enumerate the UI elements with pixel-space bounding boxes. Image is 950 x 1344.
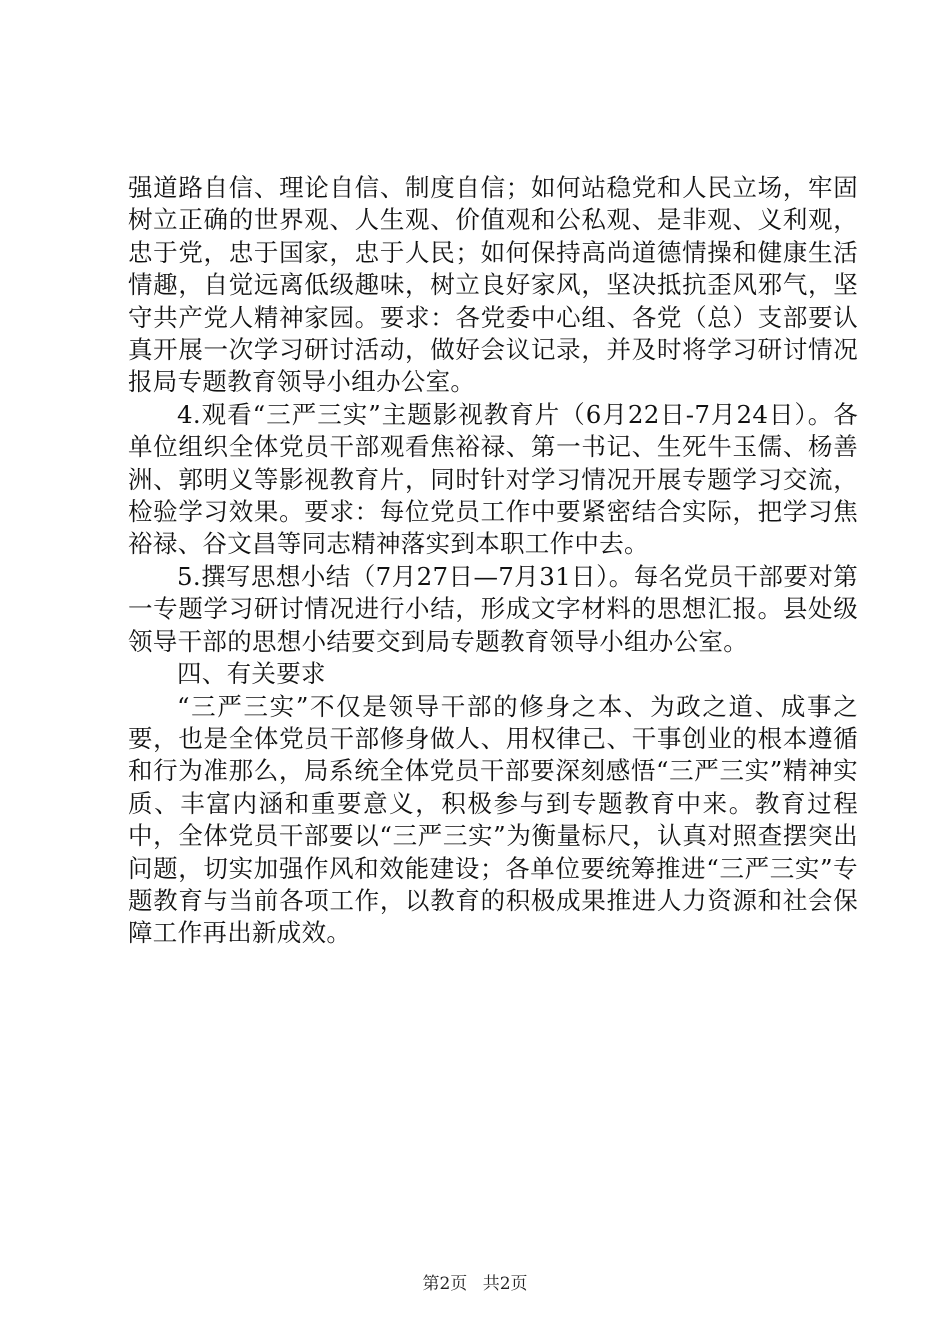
paragraph-continued-text: 强道路自信、理论自信、制度自信；如何站稳党和人民立场，牢固树立正确的世界观、人生观、价值观和公私观、是非观、义利观，忠于党，忠于国家，忠于人民；如何保持高尚道德情操和健康生活情趣，自觉远离低级趣味，树立良好家风，坚决抵抗歪风邪气，坚守共产党人精神家园。要求：各党委中心组、各党（总）支部要认真开展一次学习研讨活动，做好会议记录，并及时将学习研讨情况报局专题教育领导小组办公室。 (128, 173, 858, 397)
paragraph-item-4: 4.观看“三严三实”主题影视教育片（6月22日-7月24日）。各单位组织全体党员干部观看焦裕禄、第一书记、生死牛玉儒、杨善洲、郭明义等影视教育片，同时针对学习情况开展专题学习交流，检验学习效果。要求：每位党员工作中要紧密结合实际，把学习焦裕禄、谷文昌等同志精神落实到本职工作中去。 (128, 399, 858, 559)
paragraph-requirements: “三严三实”不仅是领导干部的修身之本、为政之道、成事之要，也是全体党员干部修身做人、用权律己、干事创业的根本遵循和行为准那么，局系统全体党员干部要深刻感悟“三严三实”精神实质、丰富内涵和重要意义，积极参与到专题教育中来。教育过程中，全体党员干部要以“三严三实”为衡量标尺，认真对照查摆突出问题，切实加强作风和效能建设；各单位要统筹推进“三严三实”专题教育与当前各项工作，以教育的积极成果推进人力资源和社会保障工作再出新成效。 (128, 691, 858, 948)
section-heading: 四、有关要求 (177, 659, 326, 689)
page-footer (0, 1274, 950, 1294)
paragraph-item-5: 5.撰写思想小结（7月27日—7月31日）。每名党员干部要对第一专题学习研讨情况进行小结，形成文字材料的思想汇报。县处级领导干部的思想小结要交到局专题教育领导小组办公室。 (128, 561, 858, 656)
document-body (128, 172, 858, 950)
page-number: 第2页 (422, 1274, 468, 1294)
page-total: 共2页 (482, 1274, 528, 1294)
